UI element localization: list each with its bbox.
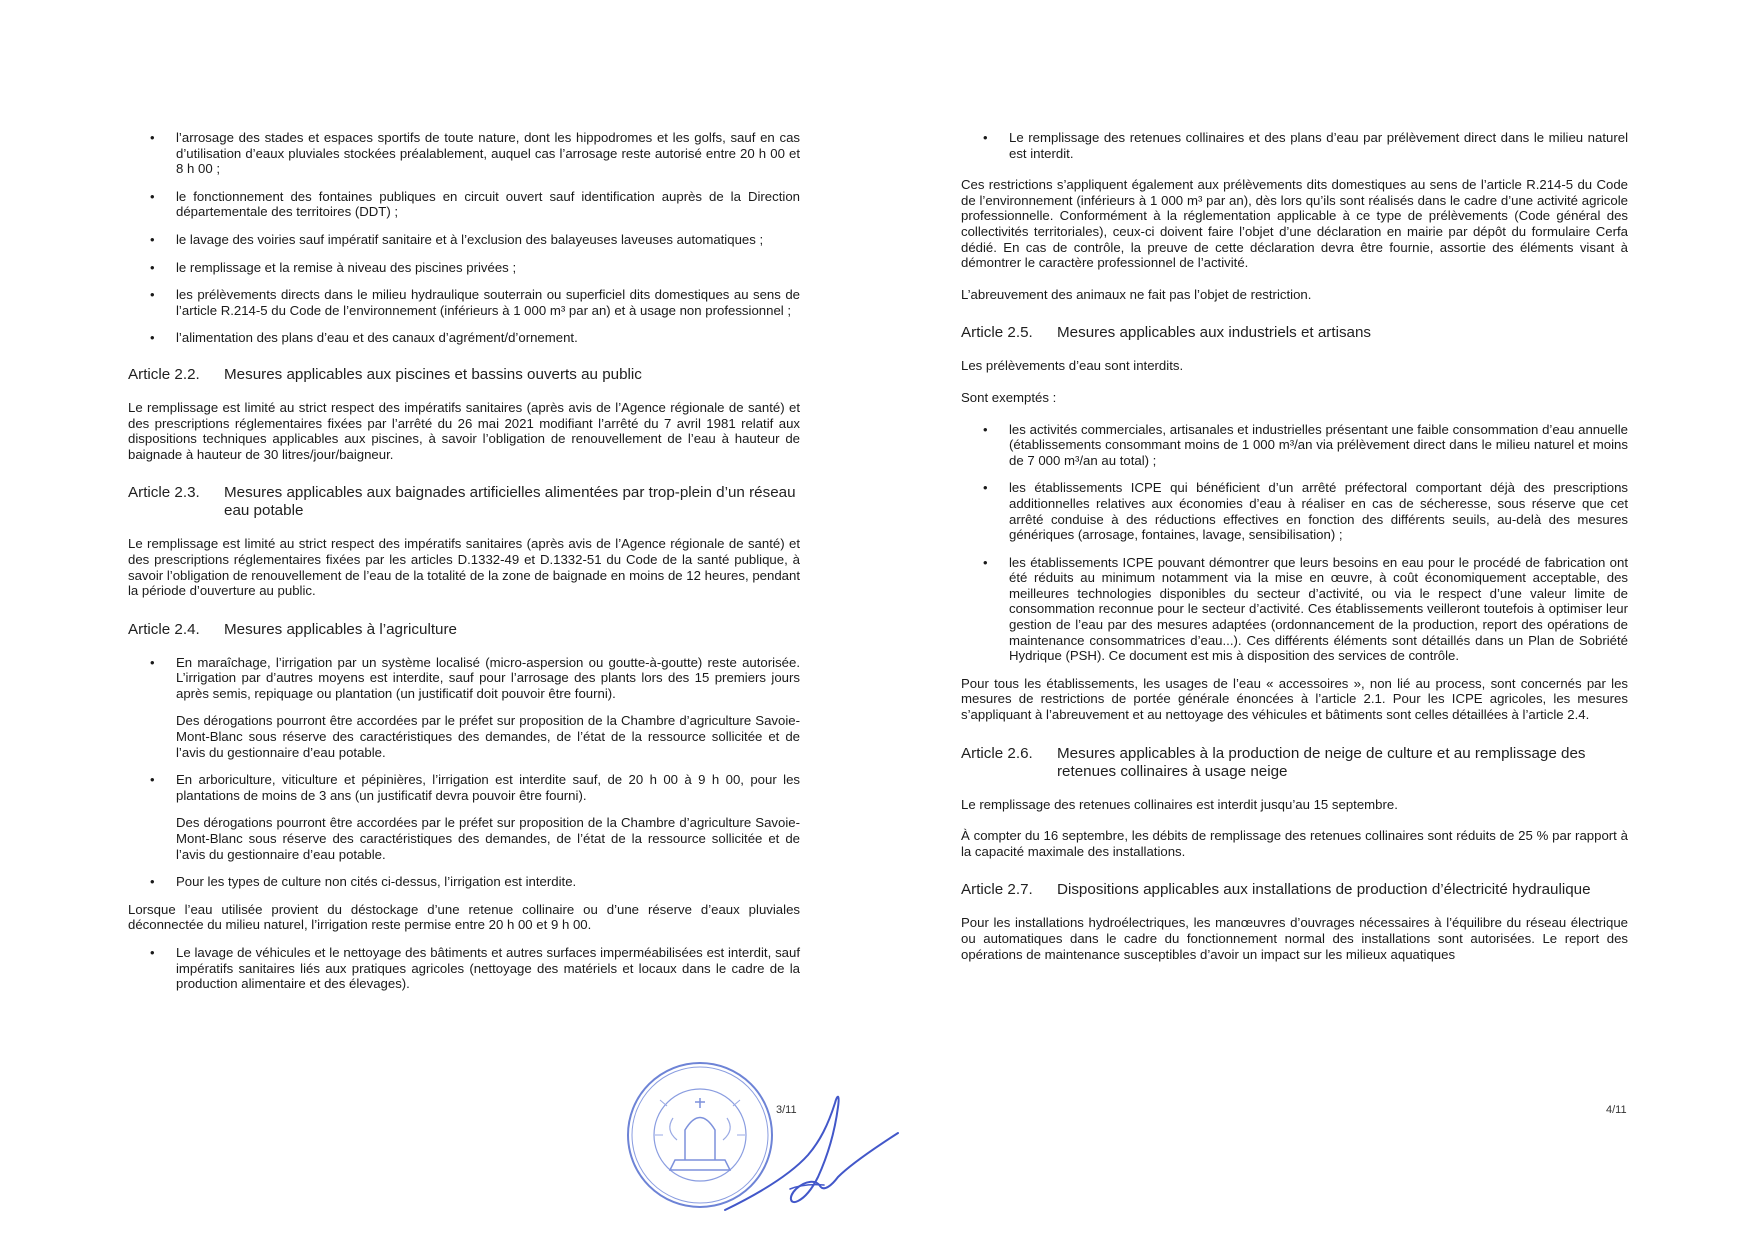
- list-item-text: • En maraîchage, l’irrigation par un système localisé (micro-aspersion ou goutte-à-goutte) reste autorisée. L’irrigation par d’autres moyens est interdite, sauf pour l’arrosage des plants lors des 15 premiers jours après semis, repiquage ou plantation (un justificatif doit pouvoir être fourni).: [176, 654, 800, 701]
- article-title: Dispositions applicables aux installations de production d’électricité hydraulique: [1057, 881, 1591, 899]
- list-item: • le lavage des voiries sauf impératif sanitaire et à l’exclusion des balayeuses laveuses automatiques ;: [128, 232, 800, 248]
- article-2-5-heading: [961, 324, 1628, 342]
- washing-list: [128, 945, 800, 992]
- article-title: Mesures applicables à l’agriculture: [224, 620, 457, 638]
- article-number: Article 2.7.: [961, 881, 1033, 899]
- article-2-7-text: Pour les installations hydroélectriques, les manœuvres d’ouvrages nécessaires à l’équilibre du réseau électrique ou automatiques dans le cadre du fonctionnement normal des installations sont autorisées. Le report des opérations de maintenance susceptibles d’avoir un impact sur les milieux aquatiques: [961, 915, 1628, 962]
- exemptions-list: [961, 422, 1628, 664]
- list-item: [128, 655, 800, 761]
- left-page: [128, 130, 800, 1004]
- list-item-subtext: Des dérogations pourront être accordées par le préfet sur proposition de la Chambre d’agriculture Savoie-Mont-Blanc sous réserve des caractéristiques des demandes, de l’état de la ressource sollicitée et de l’avis du gestionnaire d’eau potable.: [176, 815, 800, 862]
- article-2-3-text: Le remplissage est limité au strict respect des impératifs sanitaires (après avis de l’Agence régionale de santé) et des prescriptions réglementaires fixées par les articles D.1332-49 et D.1332-51 du Code de la santé publique, à savoir l’obligation de renouvellement de l’eau de la totalité de la zone de baignade en moins de 12 heures, pendant la période d’ouverture au public.: [128, 536, 800, 599]
- list-item: • l’arrosage des stades et espaces sportifs de toute nature, dont les hippodromes et les golfs, sauf en cas d’utilisation d’eaux pluviales stockées préalablement, auquel cas l’arrosage reste autorisé entre 20 h 00 et 8 h 00 ;: [128, 130, 800, 177]
- article-2-2-heading: [128, 366, 800, 384]
- article-2-4-heading: [128, 621, 800, 639]
- list-item: • le remplissage et la remise à niveau des piscines privées ;: [128, 260, 800, 276]
- article-2-7-heading: [961, 881, 1628, 899]
- list-item: • Le remplissage des retenues collinaires et des plans d’eau par prélèvement direct dans le milieu naturel est interdit.: [961, 130, 1628, 161]
- list-item-text: • En arboriculture, viticulture et pépinières, l’irrigation est interdite sauf, de 20 h 00 à 9 h 00, pour les plantations de moins de 3 ans (un justificatif devra pouvoir être fourni).: [176, 772, 800, 803]
- list-item: • Pour les types de culture non cités ci-dessus, l’irrigation est interdite.: [128, 874, 800, 890]
- list-item: • les établissements ICPE qui bénéficient d’un arrêté préfectoral comportant déjà des prescriptions additionnelles relatives aux économies d’eau à réaliser en cas de sécheresse, sous réserve que cet arrêté conduise à des réductions effectives en fonction des différents seuils, au-delà des mesures génériques (arrosage, fontaines, lavage, sensibilisation) ;: [961, 480, 1628, 542]
- list-item: • les prélèvements directs dans le milieu hydraulique souterrain ou superficiel dits domestiques au sens de l’article R.214-5 du Code de l’environnement (inférieurs à 1 000 m³ par an) et à usage non professionnel ;: [128, 287, 800, 318]
- article-number: Article 2.3.: [128, 484, 200, 502]
- list-item: • les activités commerciales, artisanales et industrielles présentant une faible consommation d’eau annuelle (établissements consommant moins de 1 000 m³/an via prélèvement direct dans le milieu naturel et moins de 7 000 m³/an au total) ;: [961, 422, 1628, 469]
- article-title: Mesures applicables aux industriels et artisans: [1057, 324, 1372, 342]
- list-item-subtext: Des dérogations pourront être accordées par le préfet sur proposition de la Chambre d’agriculture Savoie-Mont-Blanc sous réserve des caractéristiques des demandes, de l’état de la ressource sollicitée et de l’avis du gestionnaire d’eau potable.: [176, 713, 800, 760]
- agriculture-list: [128, 655, 800, 890]
- list-item: • le fonctionnement des fontaines publiques en circuit ouvert sauf identification auprès de la Direction départementale des territoires (DDT) ;: [128, 189, 800, 220]
- article-2-3-heading: [128, 484, 800, 520]
- retenues-list: [961, 130, 1628, 161]
- article-2-5-intro: Les prélèvements d’eau sont interdits.: [961, 358, 1184, 374]
- list-item: • les établissements ICPE pouvant démontrer que leurs besoins en eau pour le procédé de fabrication ont été réduits au minimum notamment via la mise en œuvre, à coût économiquement acceptable, des meilleures technologies disponibles du secteur d’activité, ou via le respect d’une valeur limite de consommation reconnue pour le secteur d’activité. Ces établissements veilleront toutefois à optimiser leur gestion de l’eau par des mesures adaptées (ordonnancement de la production, report des opérations de maintenance consommatrices d’eau...). Ces différents éléments sont détaillés dans un Plan de Sobriété Hydrique (PSH). Ce document est mis à disposition des services de contrôle.: [961, 555, 1628, 664]
- article-2-5-exempt-label: Sont exemptés :: [961, 389, 1057, 405]
- abreuvement-paragraph: L’abreuvement des animaux ne fait pas l’objet de restriction.: [961, 286, 1312, 302]
- article-title: Mesures applicables à la production de neige de culture et au remplissage des retenues collinaires à usage neige: [1057, 744, 1586, 780]
- list-item: • l’alimentation des plans d’eau et des canaux d’agrément/d’ornement.: [128, 330, 800, 346]
- signature: [720, 1085, 900, 1220]
- article-2-5-closing: Pour tous les établissements, les usages de l’eau « accessoires », non lié au process, sont concernés par les mesures de restrictions de portée générale énoncées à l’article 2.1. Pour les ICPE agricoles, les mesures s’appliquant à l’abreuvement et au nettoyage des véhicules et bâtiments sont celles détaillées à l’article 2.4.: [961, 675, 1628, 723]
- list-item: [128, 772, 800, 862]
- list-item: • Le lavage de véhicules et le nettoyage des bâtiments et autres surfaces imperméabilisées est interdit, sauf impératifs sanitaires liés aux pratiques agricoles (nettoyage des matériels et locaux dans le cadre de la production alimentaire et des élevages).: [128, 945, 800, 992]
- article-number: Article 2.2.: [128, 365, 200, 383]
- article-number: Article 2.6.: [961, 744, 1033, 762]
- irrigation-paragraph: Lorsque l’eau utilisée provient du déstockage d’une retenue collinaire ou d’une réserve d’eaux pluviales déconnectée du milieu naturel, l’irrigation reste permise entre 20 h 00 et 9 h 00.: [128, 901, 800, 933]
- page-number-right: 4/11: [1606, 1104, 1627, 1116]
- restrictions-list: [128, 130, 800, 346]
- article-number: Article 2.4.: [128, 620, 200, 638]
- article-title: Mesures applicables aux baignades artificielles alimentées par trop-plein d’un réseau eau potable: [224, 484, 796, 520]
- page-number-left: 3/11: [776, 1104, 797, 1116]
- article-title: Mesures applicables aux piscines et bassins ouverts au public: [224, 365, 642, 383]
- right-page: [961, 130, 1628, 962]
- restrictions-paragraph: Ces restrictions s’appliquent également aux prélèvements dits domestiques au sens de l’article R.214-5 du Code de l’environnement (inférieurs à 1 000 m³ par an), dès lors qu’ils sont réalisés dans le cadre d’une activité agricole professionnelle. Conformément à la réglementation applicable à ce type de prélèvements (Code général des collectivités territoriales), ceux-ci doivent faire l’objet d’une déclaration en mairie par dépôt du formulaire Cerfa dédié. En cas de contrôle, la preuve de cette déclaration devra être fournie, assortie des éléments visant à démontrer le caractère professionnel de l’activité.: [961, 177, 1628, 271]
- article-2-6-text-1: Le remplissage des retenues collinaires est interdit jusqu’au 15 septembre.: [961, 796, 1398, 812]
- article-2-6-heading: [961, 745, 1628, 781]
- article-2-6-text-2: À compter du 16 septembre, les débits de remplissage des retenues collinaires sont réduits de 25 % par rapport à la capacité maximale des installations.: [961, 828, 1628, 859]
- article-2-2-text: Le remplissage est limité au strict respect des impératifs sanitaires (après avis de l’Agence régionale de santé) et des prescriptions réglementaires fixées par l’arrêté du 26 mai 2021 modifiant l’arrêté du 7 avril 1981 relatif aux dispositions techniques applicables aux piscines, à savoir l’obligation de renouvellement de l’eau à hauteur de baignade à hauteur de 30 litres/jour/baigneur.: [128, 399, 800, 462]
- article-number: Article 2.5.: [961, 324, 1033, 342]
